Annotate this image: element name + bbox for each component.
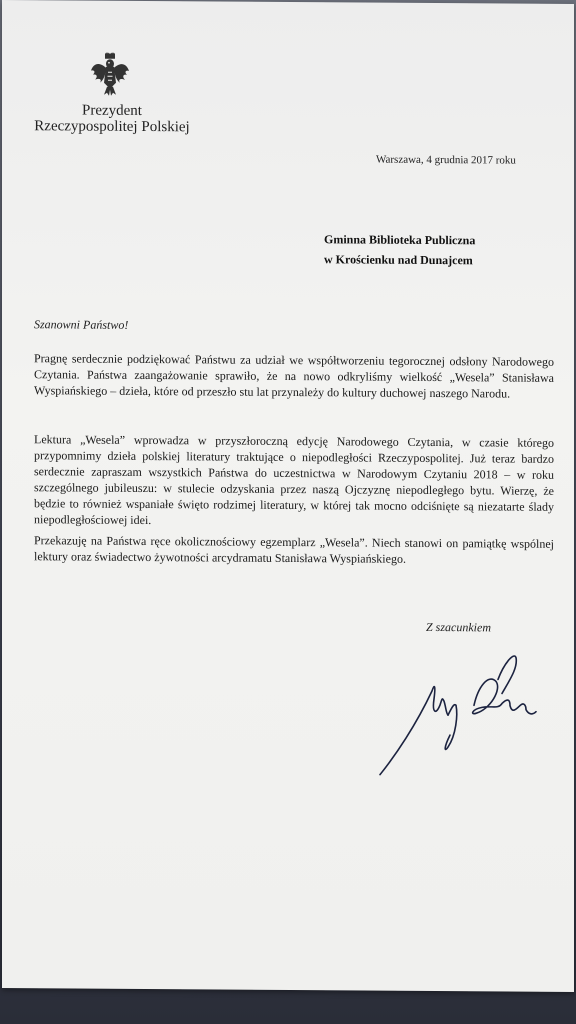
place-date: Warszawa, 4 grudnia 2017 roku bbox=[376, 153, 516, 167]
salutation: Szanowni Państwo! bbox=[34, 317, 129, 332]
white-eagle-emblem bbox=[90, 53, 130, 97]
recipient-address bbox=[324, 229, 475, 270]
letterhead-subtitle: Rzeczypospolitej Polskiej bbox=[34, 118, 190, 136]
recipient-line-2: w Krościenku nad Dunajcem bbox=[324, 252, 473, 268]
letter-sheet bbox=[2, 0, 574, 992]
recipient-line-1: Gminna Biblioteka Publiczna bbox=[324, 232, 476, 248]
letter-paragraph-2: Lektura „Wesela” wprowadza w przyszłoroczną edycję Narodowego Czytania, w czasie którego przypomnimy dzieła polskiej literatury traktujące o niepodległości Rzeczypospolitej. Już teraz bardzo serdecznie zapraszam wszystkich Państwa do uczestnictwa w Narodowym Czytaniu 2018 – w roku szczególnego jubileuszu: w stulecie odzyskania przez naszą Ojczyznę niepodległego bytu. Wierzę, że będzie to również wspaniałe święto rodzimej literatury, w której tak mocno odciśnięte są niezatarte ślady niepodległościowej idei. bbox=[34, 432, 554, 528]
letter-paragraph-1: Pragnę serdecznie podziękować Państwu za udział we współtworzeniu tegorocznej odsłony Narodowego Czytania. Państwa zaangażowanie sprawiło, że na nowo odkryliśmy wielkość „Wesela” Stanisława Wyspiańskiego – dzieła, które od przeszło stu lat przynależy do kultury duchowej naszego Narodu. bbox=[34, 351, 554, 401]
letter-paragraph-3: Przekazuję na Państwa ręce okolicznościowy egzemplarz „Wesela”. Niech stanowi on pamiątkę wspólnej lektury oraz świadectwo żywotności arcydramatu Stanisława Wyspiańskiego. bbox=[34, 533, 554, 566]
closing-phrase: Z szacunkiem bbox=[426, 619, 491, 635]
letterhead-title: Prezydent bbox=[82, 102, 142, 119]
handwritten-signature bbox=[374, 643, 544, 784]
